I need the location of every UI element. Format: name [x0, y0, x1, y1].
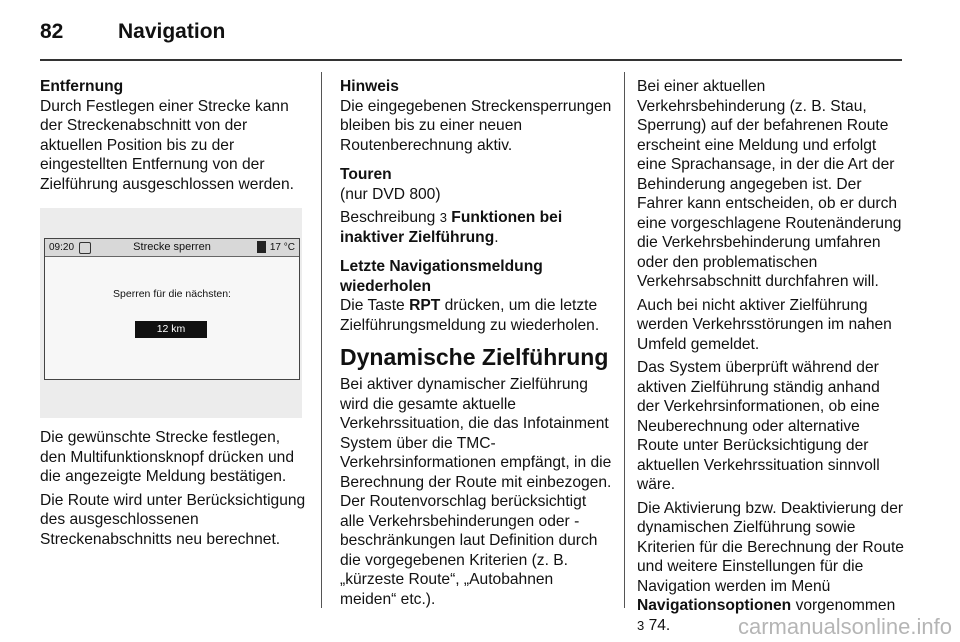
- entfernung-heading: Entfernung: [40, 78, 124, 95]
- column-divider-1: [321, 72, 322, 608]
- col1-para-2: Die Route wird unter Berücksichtigung des ausgeschlossenen Streckenabschnitts neu berechnet.: [40, 491, 306, 548]
- column-2: [340, 77, 612, 613]
- touren-heading: Touren: [340, 166, 392, 183]
- header-rule: [40, 59, 902, 61]
- distance-value: 12 km: [135, 321, 207, 338]
- section-title: Navigation: [118, 20, 226, 43]
- hinweis-text: Die eingegebenen Streckensperrungen bleiben bis zu einer neuen Routenberechnung aktiv.: [340, 97, 612, 154]
- reference-arrow-icon: 3: [637, 617, 645, 633]
- col1-para-1: Die gewünschte Strecke festlegen, den Multifunktionsknopf drücken und die angezeigte Meldung bestätigen.: [40, 429, 294, 485]
- entfernung-text: Durch Festlegen einer Strecke kann der Streckenabschnitt von der aktuellen Position bis zu der eingestellten Entfernung von der Zielführung ausgeschlossen werden.: [40, 97, 294, 193]
- beschreibung-prefix: Beschreibung: [340, 209, 436, 226]
- col3-para-4-post: vorgenommen: [795, 597, 896, 614]
- thermometer-icon: [257, 241, 266, 253]
- letzte-text-post: drücken, um die letzte Zielführungsmeldung zu wiederholen.: [340, 297, 600, 334]
- rpt-key: RPT: [409, 297, 441, 314]
- page-number: 82: [40, 20, 64, 43]
- reference-page[interactable]: 74.: [648, 616, 671, 634]
- hinweis-heading: Hinweis: [340, 78, 399, 95]
- column-1: [40, 77, 308, 553]
- screen-temperature: 17 °C: [269, 242, 295, 253]
- reference-arrow-icon: 3: [439, 210, 447, 225]
- col3-para-1: Bei einer aktuellen Verkehrsbehinderung (z. B. Stau, Sperrung) auf der befahrenen Route erscheint eine Meldung und erfolgt eine Sprachansage, in der die Art der Behinderung angegeben ist. Der Fahrer kann entscheiden, ob er durch eine vorgeschlagene Routenänderung die Verkehrsbehinderung umfahren oder den problematischen Verkehrsabschnitt durchfahren will.: [637, 78, 902, 290]
- touren-note: (nur DVD 800): [340, 185, 441, 203]
- beschreibung-line: Beschreibung 3 Funktionen bei inaktiver Zielführung.: [340, 209, 563, 246]
- display-screen: [44, 238, 300, 380]
- col3-para-4-pre: Die Aktivierung bzw. Deaktivierung der dynamischen Zielführung sowie Kriterien für die Berechnung der Route und weitere Einstellungen für die Navigation werden im Menü: [637, 499, 904, 595]
- dynamic-guidance-text: Bei aktiver dynamischer Zielführung wird die gesamte aktuelle Verkehrssituation, die das Infotainment System über die TMC-Verkehrsinformationen empfängt, in die Berechnung der Route mit einbezogen. Der Routenvorschlag berücksichtigt alle Verkehrsbehinderungen oder -beschränkungen laut Definition durch die vorgegebenen Kriterien (z. B. „kürzeste Route“, „Autobahnen meiden“ etc.).: [340, 376, 612, 608]
- page-header: [40, 20, 225, 46]
- col3-para-3: Das System überprüft während der aktiven Zielführung ständig anhand der Verkehrsinformationen, ob eine Neuberechnung oder alternative Route unter Berücksichtigung der aktuellen Verkehrssituation sinnvoll wäre.: [637, 359, 880, 493]
- navigation-options-link[interactable]: Navigationsoptionen: [637, 597, 792, 614]
- letzte-text-pre: Die Taste: [340, 297, 405, 314]
- screen-time: 09:20: [49, 242, 75, 253]
- beschreibung-link[interactable]: Funktionen bei inaktiver Zielführung: [340, 209, 563, 246]
- col3-para-2: Auch bei nicht aktiver Zielführung werden Verkehrsstörungen im nahen Umfeld gemeldet.: [637, 296, 892, 353]
- screen-figure: [40, 208, 302, 418]
- dynamic-guidance-heading: Dynamische Zielführung: [340, 344, 609, 370]
- letzte-text: [340, 296, 612, 335]
- letzte-heading: Letzte Navigationsmeldung wiederholen: [340, 258, 543, 295]
- screen-title: Strecke sperren: [133, 241, 211, 253]
- watermark: carmanualsonline.info: [737, 614, 952, 639]
- column-divider-2: [624, 72, 625, 608]
- screen-status-bar: [45, 239, 299, 257]
- screen-message: Sperren für die nächsten:: [113, 288, 231, 300]
- column-3: [637, 77, 905, 639]
